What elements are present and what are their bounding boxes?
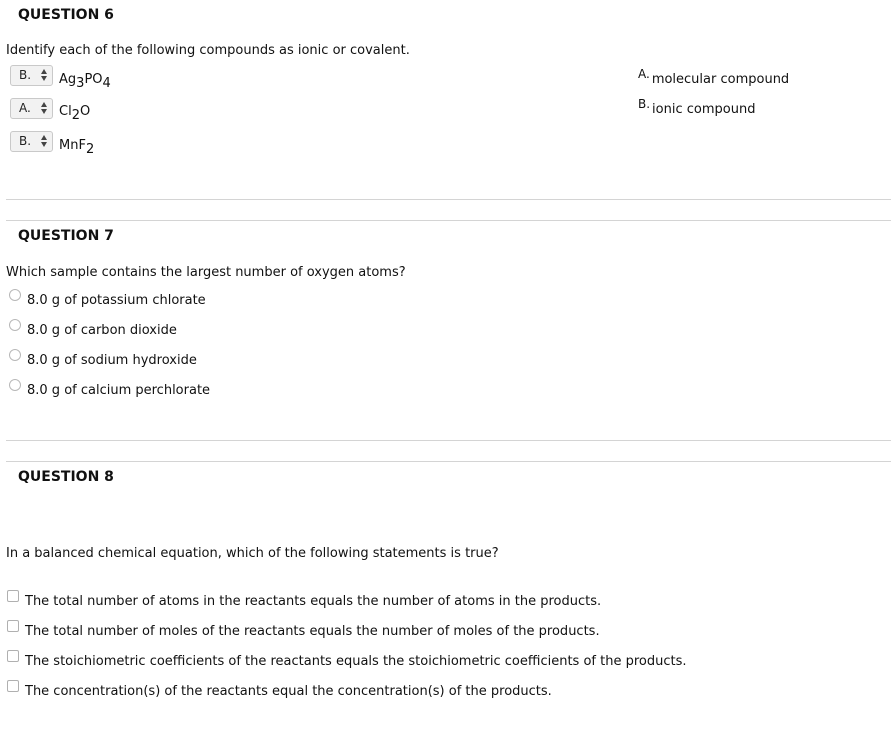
compound-formula-2: $Cl_2O$ (59, 104, 91, 123)
radio-option-4[interactable] (9, 379, 21, 391)
answer-choice-b: B. ionic compound (638, 97, 756, 117)
checkbox-option-3[interactable] (7, 650, 19, 662)
option-label-4: 8.0 g of calcium perchlorate (27, 383, 211, 398)
compound-formula-1: $Ag_3PO_4$ (59, 72, 111, 91)
updown-arrows-icon (41, 102, 47, 114)
updown-arrows-icon (41, 135, 47, 147)
divider (6, 461, 891, 462)
divider (6, 199, 891, 200)
checkbox-option-4[interactable] (7, 680, 19, 692)
checkbox-label-1: The total number of atoms in the reactants equals the number of atoms in the products. (25, 594, 602, 609)
answer-choice-a: A. molecular compound (638, 67, 790, 87)
divider (6, 440, 891, 441)
updown-arrows-icon (41, 69, 47, 81)
option-label-2: 8.0 g of carbon dioxide (27, 323, 177, 338)
match-select-2[interactable] (10, 98, 53, 119)
question-6-title: QUESTION 6 (18, 7, 114, 23)
divider (6, 220, 891, 221)
match-select-3[interactable] (10, 131, 53, 152)
match-select-1[interactable] (10, 65, 53, 86)
compound-formula-3: MnF$_2$ (59, 138, 95, 157)
radio-option-3[interactable] (9, 349, 21, 361)
option-label-3: 8.0 g of sodium hydroxide (27, 353, 197, 368)
match-select-2-value: A. (19, 101, 31, 115)
question-8-prompt: In a balanced chemical equation, which of the following statements is true? (6, 546, 499, 561)
option-label-1: 8.0 g of potassium chlorate (27, 293, 206, 308)
question-6-prompt: Identify each of the following compounds as ionic or covalent. (6, 43, 410, 58)
match-select-1-value: B. (19, 68, 32, 82)
radio-option-2[interactable] (9, 319, 21, 331)
question-8-title: QUESTION 8 (18, 469, 114, 485)
question-7-prompt: Which sample contains the largest number of oxygen atoms? (6, 265, 406, 280)
checkbox-option-1[interactable] (7, 590, 19, 602)
question-7-title: QUESTION 7 (18, 228, 114, 244)
match-select-3-value: B. (19, 134, 32, 148)
checkbox-label-3: The stoichiometric coefficients of the reactants equals the stoichiometric coefficients of the products. (25, 654, 687, 669)
checkbox-label-2: The total number of moles of the reactants equals the number of moles of the products. (25, 624, 600, 639)
checkbox-label-4: The concentration(s) of the reactants equal the concentration(s) of the products. (25, 684, 552, 699)
checkbox-option-2[interactable] (7, 620, 19, 632)
radio-option-1[interactable] (9, 289, 21, 301)
